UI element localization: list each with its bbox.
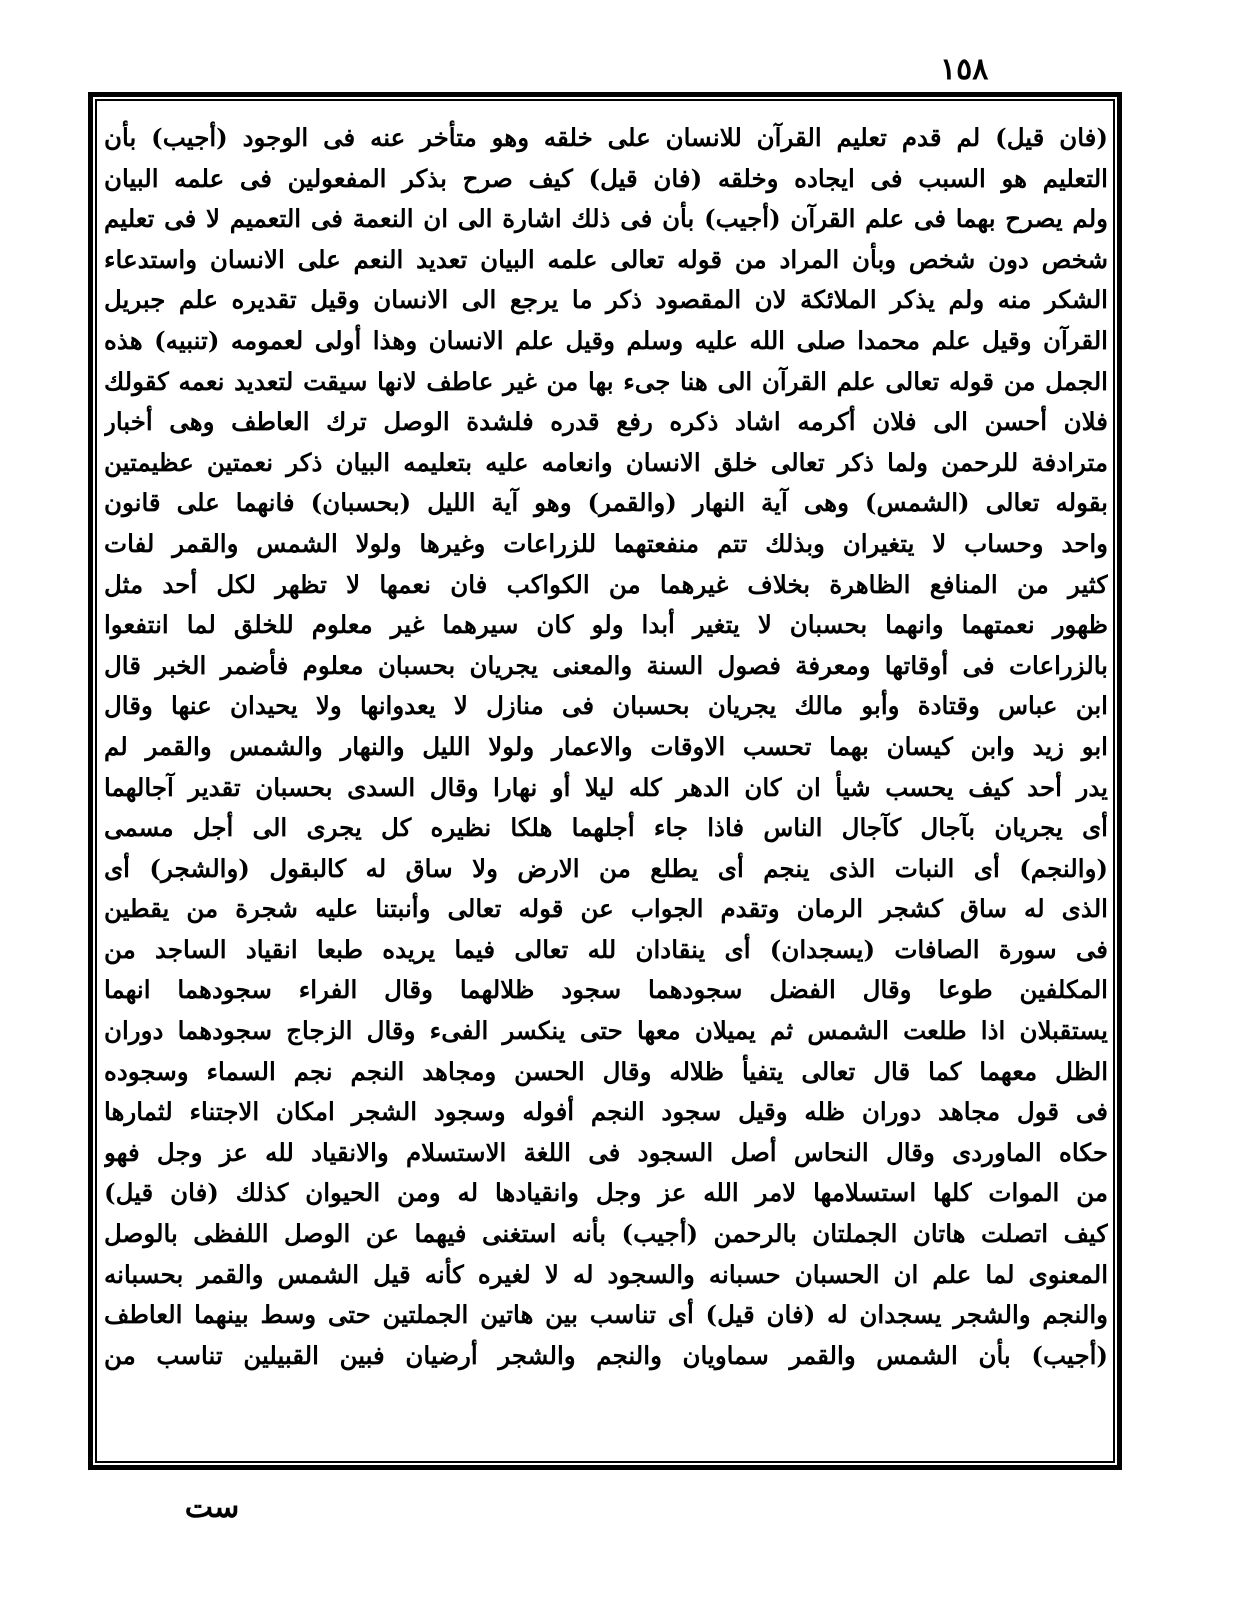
text-line: واحد وحساب لا يتغيران وبذلك تتم منفعتهما للزراعات وغيرها ولولا الشمس والقمر لفات <box>104 528 1108 558</box>
text-line: شخص دون شخص وبأن المراد من قوله تعالى علمه البيان تعديد النعم على الانسان واستدعاء <box>104 244 1108 274</box>
catchword: ست <box>184 1490 240 1525</box>
text-line: ولم يصرح بهما فى علم القرآن (أجيب) بأن فى ذلك اشارة الى ان النعمة فى التعميم لا فى تعليم <box>104 204 1108 234</box>
text-line: فلان أحسن الى فلان أكرمه اشاد ذكره رفع قدره فلشدة الوصل ترك العاطف وهى أخبار <box>104 407 1108 437</box>
text-line: بالزراعات فى أوقاتها ومعرفة فصول السنة والمعنى يجريان بحسبان معلوم فأضمر الخبر قال <box>104 650 1108 680</box>
text-body <box>104 118 1108 1376</box>
text-line: الظل معهما كما قال تعالى يتفيأ ظلاله وقال الحسن ومجاهد النجم نجم السماء وسجوده <box>104 1056 1108 1086</box>
text-line: (والنجم) أى النبات الذى ينجم أى يطلع من الارض ولا ساق له كالبقول (والشجر) أى <box>104 853 1108 883</box>
text-line: المكلفين طوعا وقال الفضل سجودهما سجود ظلالهما وقال الفراء سجودهما انهما <box>104 975 1108 1005</box>
text-line: الشكر منه ولم يذكر الملائكة لان المقصود ذكر ما يرجع الى الانسان وقيل تقديره علم جبريل <box>104 285 1108 315</box>
text-line: الجمل من قوله تعالى علم القرآن الى هنا جىء بها من غير عاطف لانها سيقت لتعديد نعمه كقولك <box>104 366 1108 396</box>
text-line: ابن عباس وقتادة وأبو مالك يجريان بحسبان فى منازل لا يعدوانها ولا يحيدان عنها وقال <box>104 691 1108 721</box>
text-line: (أجيب) بأن الشمس والقمر سماويان والنجم والشجر أرضيان فبين القبيلين تناسب من <box>104 1340 1108 1370</box>
text-line: ظهور نعمتهما وانهما بحسبان لا يتغير أبدا ولو كان سيرهما غير معلوم للخلق لما انتفعوا <box>104 610 1108 640</box>
text-line: بقوله تعالى (الشمس) وهى آية النهار (والقمر) وهو آية الليل (بحسبان) فانهما على قانون <box>104 488 1108 518</box>
text-line: فى سورة الصافات (يسجدان) أى ينقادان لله تعالى فيما يريده طبعا انقياد الساجد من <box>104 934 1108 964</box>
text-line: يستقبلان اذا طلعت الشمس ثم يميلان معها حتى ينكسر الفىء وقال الزجاج سجودهما دوران <box>104 1016 1108 1046</box>
text-line: من الموات كلها استسلامها لامر الله عز وجل وانقيادها له ومن الحيوان كذلك (فان قيل) <box>104 1178 1108 1208</box>
text-line: أى يجريان بآجال كآجال الناس فاذا جاء أجلهما هلكا نظيره كل يجرى الى أجل مسمى <box>104 813 1108 843</box>
text-line: يدر أحد كيف يحسب شيأ ان كان الدهر كله ليلا أو نهارا وقال السدى بحسبان تقدير آجالهما <box>104 772 1108 802</box>
text-line: كيف اتصلت هاتان الجملتان بالرحمن (أجيب) بأنه استغنى فيهما عن الوصل اللفظى بالوصل <box>104 1219 1108 1249</box>
text-line: الذى له ساق كشجر الرمان وتقدم الجواب عن قوله تعالى وأنبتنا عليه شجرة من يقطين <box>104 894 1108 924</box>
text-line: ابو زيد وابن كيسان بهما تحسب الاوقات والاعمار ولولا الليل والنهار والشمس والقمر لم <box>104 731 1108 761</box>
text-line: مترادفة للرحمن ولما ذكر تعالى خلق الانسان وانعامه عليه بتعليمه البيان ذكر نعمتين عظيمتين <box>104 447 1108 477</box>
text-line: فى قول مجاهد دوران ظله وقيل سجود النجم أفوله وسجود الشجر امكان الاجتناء لثمارها <box>104 1097 1108 1127</box>
text-line: (فان قيل) لم قدم تعليم القرآن للانسان على خلقه وهو متأخر عنه فى الوجود (أجيب) بأن <box>104 123 1108 152</box>
text-line: القرآن وقيل علم محمدا صلى الله عليه وسلم وقيل علم الانسان وهذا أولى لعمومه (تنبيه) هذه <box>104 325 1108 355</box>
text-line: كثير من المنافع الظاهرة بخلاف غيرهما من الكواكب فان نعمها لا تظهر لكل أحد مثل <box>104 569 1108 599</box>
text-line: والنجم والشجر يسجدان له (فان قيل) أى تناسب بين هاتين الجملتين حتى وسط بينهما العاطف <box>104 1300 1108 1330</box>
text-line: حكاه الماوردى وقال النحاس أصل السجود فى اللغة الاستسلام والانقياد لله عز وجل فهو <box>104 1137 1108 1167</box>
text-line: المعنوى لما علم ان الحسبان حسبانه والسجود له لا لغيره كأنه قيل الشمس والقمر بحسبانه <box>104 1259 1108 1289</box>
page-number: ١٥٨ <box>940 52 989 87</box>
text-line: التعليم هو السبب فى ايجاده وخلقه (فان قيل) كيف صرح بذكر المفعولين فى علمه البيان <box>104 163 1108 193</box>
